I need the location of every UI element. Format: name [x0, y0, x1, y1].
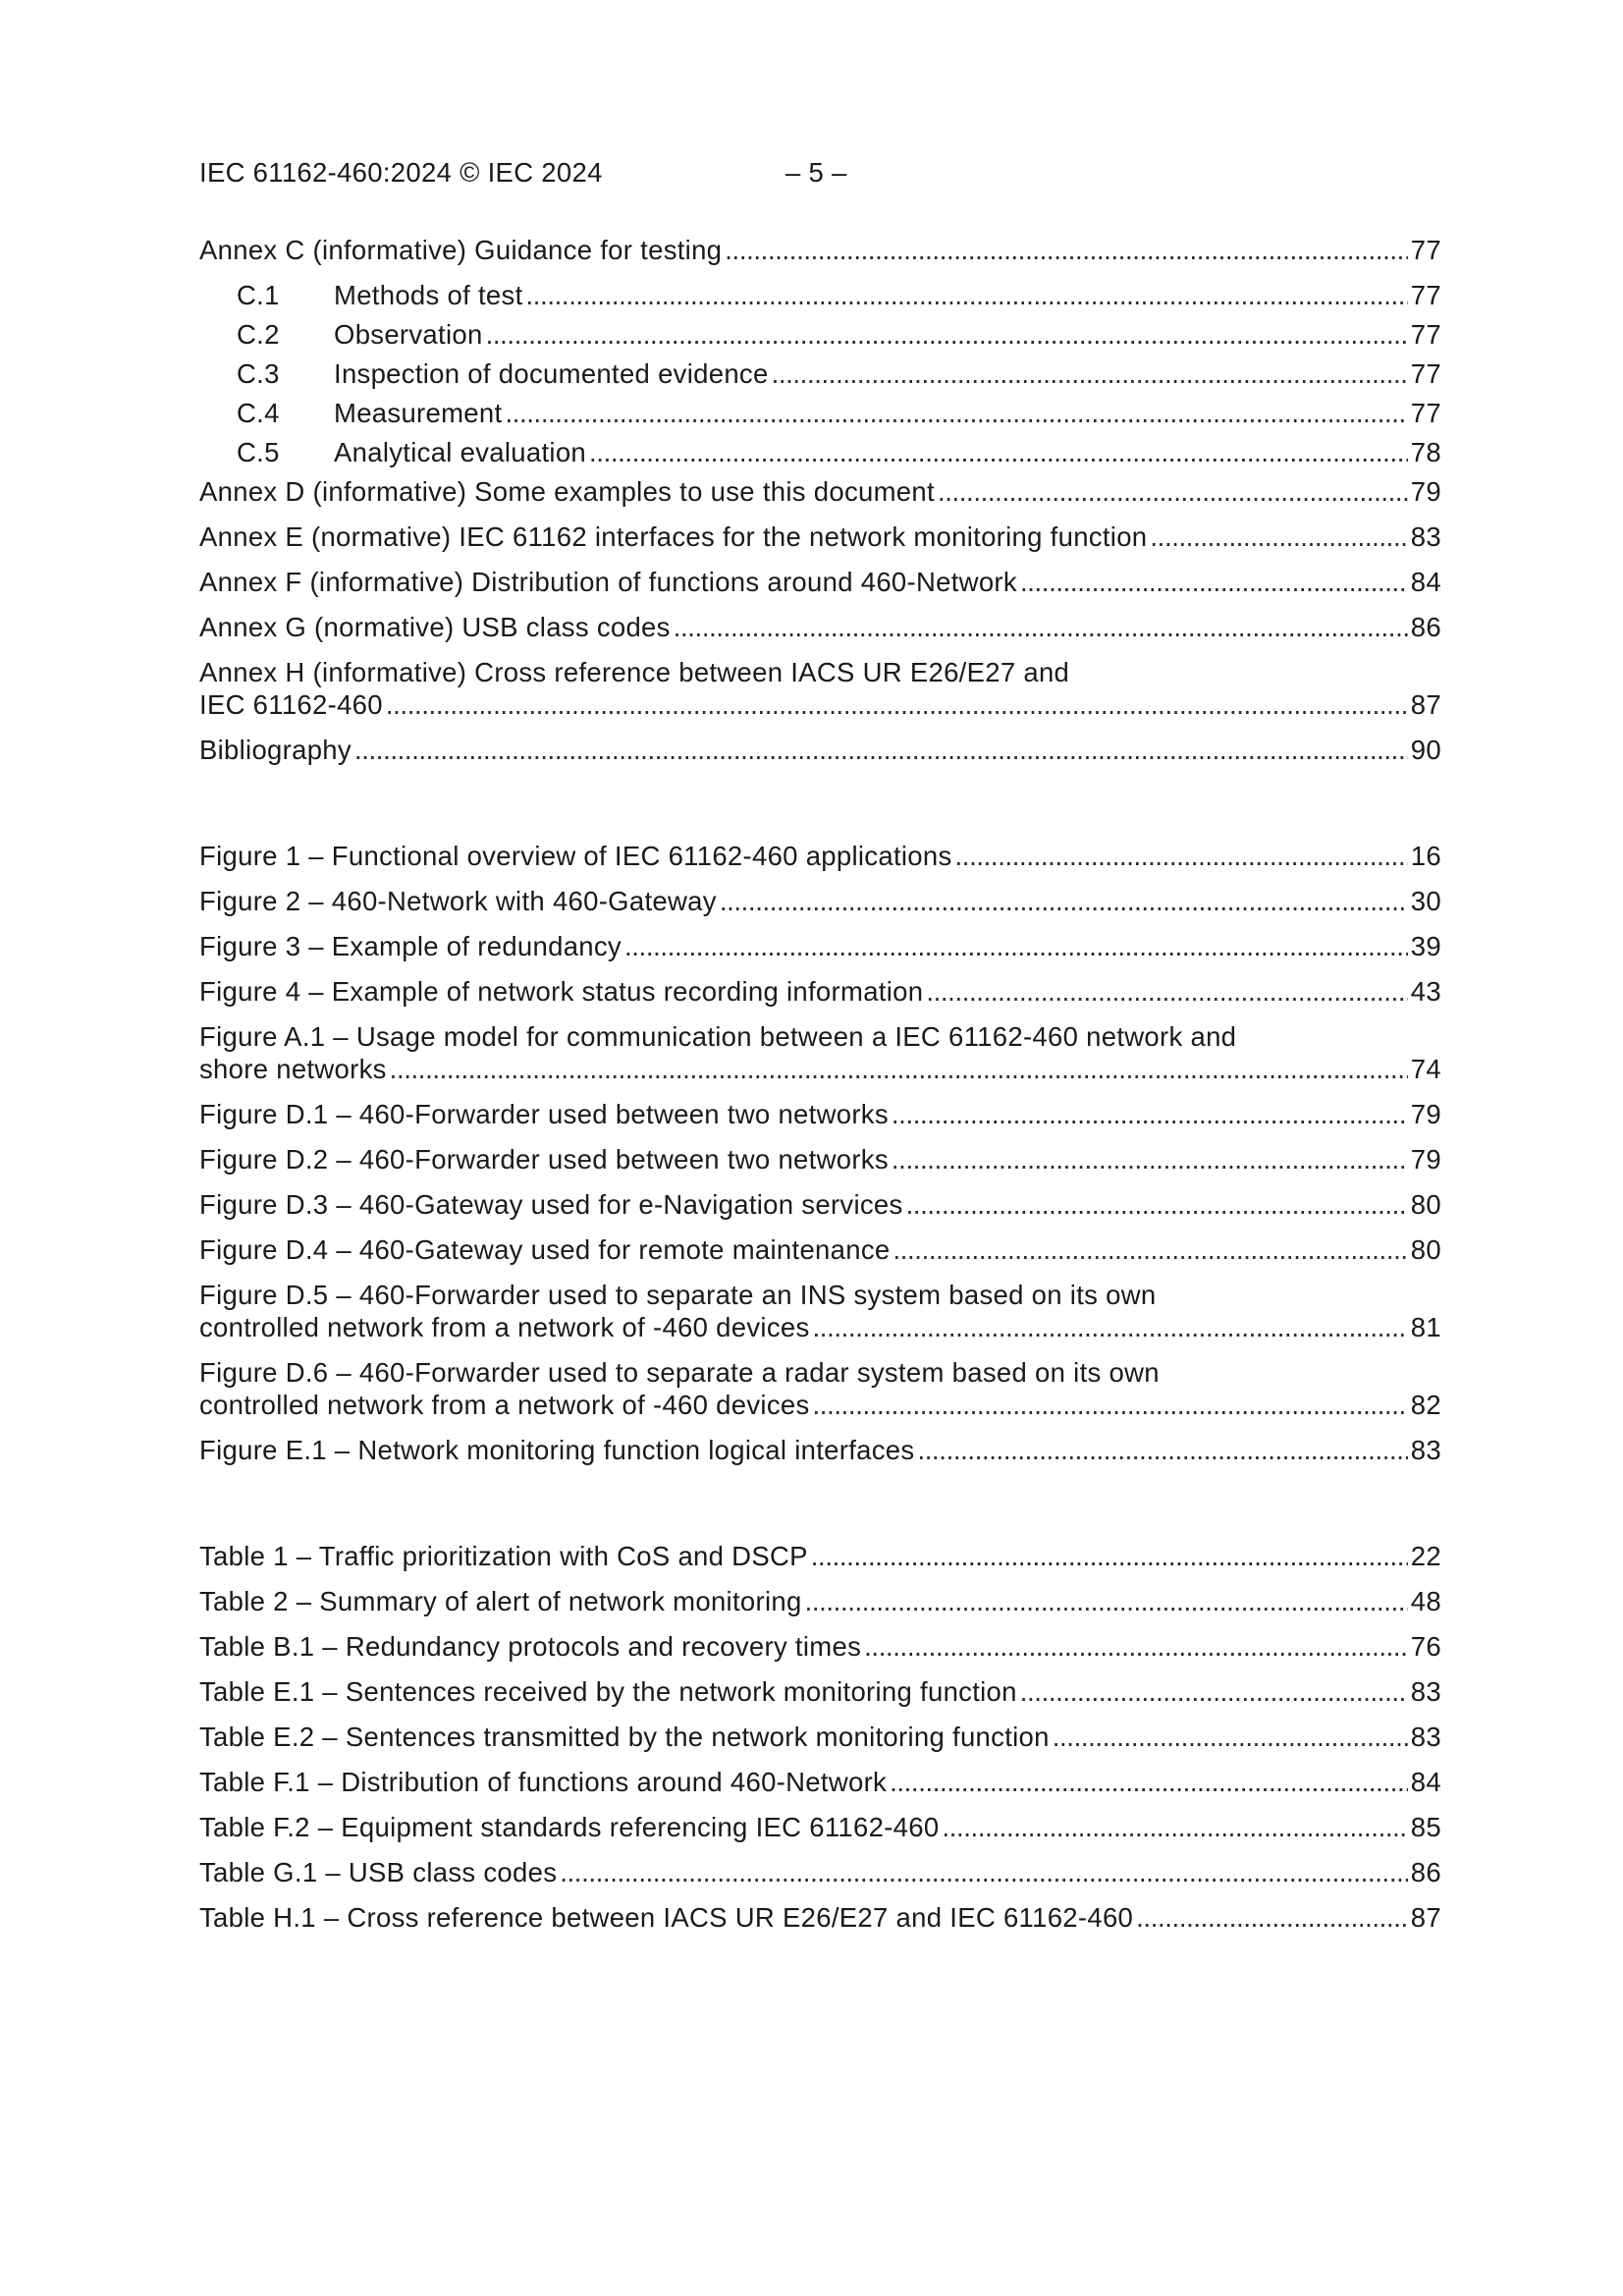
toc-entry-title: Figure E.1 – Network monitoring function logical interfaces — [199, 1435, 915, 1465]
toc-annex-entry — [199, 611, 1441, 643]
toc-subclause-entry — [237, 279, 1441, 311]
toc-entry-row — [199, 930, 1441, 962]
toc-page-number: 77 — [1410, 398, 1441, 428]
toc-page-number: 30 — [1410, 886, 1441, 916]
toc-entry-title: Figure 2 – 460-Network with 460-Gateway — [199, 886, 717, 916]
dot-leader — [811, 1540, 1408, 1572]
toc-entry-row — [199, 1540, 1441, 1572]
toc-entry-row — [199, 1811, 1441, 1843]
toc-page-number: 77 — [1410, 235, 1441, 265]
toc-entry-title: Annex C (informative) Guidance for testing — [199, 235, 723, 265]
dot-leader — [938, 475, 1408, 508]
toc-figure-entry — [199, 1279, 1441, 1343]
toc-page-number: 83 — [1410, 1722, 1441, 1752]
toc-annex-entry — [199, 234, 1441, 266]
toc-entry-row — [237, 357, 1441, 390]
toc-entry-row — [237, 436, 1441, 468]
toc-entry-title: controlled network from a network of -460 devices — [199, 1390, 810, 1420]
toc-entry-title: Table 2 – Summary of alert of network monitoring — [199, 1586, 802, 1616]
toc-entry-row — [199, 1585, 1441, 1617]
toc-table-entry — [199, 1766, 1441, 1798]
toc-page-number: 90 — [1410, 735, 1441, 765]
section-spacer — [199, 779, 1441, 840]
dot-leader — [386, 688, 1408, 721]
toc-figure-entry — [199, 1188, 1441, 1221]
toc-entry-row — [199, 975, 1441, 1008]
toc-entry-title: Figure 1 – Functional overview of IEC 61162-460 applications — [199, 841, 952, 871]
toc-entry-title: Figure 3 – Example of redundancy — [199, 931, 622, 961]
toc-subclause-entry — [237, 357, 1441, 390]
toc-subclause-title — [237, 279, 523, 311]
toc-entry-title: controlled network from a network of -460 devices — [199, 1312, 810, 1342]
dot-leader — [813, 1311, 1408, 1343]
toc-figure-entry — [199, 1233, 1441, 1266]
toc-entry-title: Figure D.3 – 460-Gateway used for e-Navigation services — [199, 1189, 903, 1220]
toc-page-number: 76 — [1410, 1631, 1441, 1662]
toc-entry-title: Table E.2 – Sentences transmitted by the network monitoring function — [199, 1722, 1050, 1752]
toc-entry-row — [237, 397, 1441, 429]
toc-annex-entry — [199, 475, 1441, 508]
toc-page-number: 81 — [1410, 1312, 1441, 1342]
toc-entry-title: shore networks — [199, 1054, 387, 1084]
toc-figure-entry — [199, 885, 1441, 917]
toc-figure-entry — [199, 1356, 1441, 1421]
toc-figure-entry — [199, 1020, 1441, 1085]
toc-entry-row — [199, 1098, 1441, 1130]
toc-entry-row — [199, 1766, 1441, 1798]
dot-leader — [505, 397, 1407, 429]
toc-page-number: 85 — [1410, 1812, 1441, 1842]
subclause-title: Methods of test — [334, 280, 523, 310]
toc-entry-row — [199, 475, 1441, 508]
toc-page-number: 83 — [1410, 1676, 1441, 1707]
dot-leader — [725, 234, 1408, 266]
toc-entry-title-line: Figure D.5 – 460-Forwarder used to separate an INS system based on its own — [199, 1280, 1157, 1310]
toc-entry-title: Table 1 – Traffic prioritization with CoS and DSCP — [199, 1541, 808, 1571]
dot-leader — [624, 930, 1408, 962]
toc-entry-title: Annex F (informative) Distribution of functions around 460-Network — [199, 567, 1017, 597]
toc-figure-entry — [199, 840, 1441, 872]
dot-leader — [1150, 520, 1407, 553]
toc-entry-title: Figure D.2 – 460-Forwarder used between two networks — [199, 1144, 889, 1175]
toc-entry-title: Figure D.1 – 460-Forwarder used between two networks — [199, 1099, 889, 1129]
header-standard-id: IEC 61162-460:2024 © IEC 2024 — [199, 157, 603, 188]
toc-table-entry — [199, 1856, 1441, 1888]
toc-page-number: 77 — [1410, 358, 1441, 389]
toc-page-number: 79 — [1410, 476, 1441, 507]
toc-entry-row — [199, 566, 1441, 598]
toc-entry-title-line: Figure D.6 – 460-Forwarder used to separate a radar system based on its own — [199, 1357, 1160, 1388]
toc-table-entry — [199, 1585, 1441, 1617]
toc-page-number: 82 — [1410, 1390, 1441, 1420]
toc-subclause-title — [237, 436, 586, 468]
toc-page-number: 83 — [1410, 521, 1441, 552]
toc-page-number: 48 — [1410, 1586, 1441, 1616]
toc-page-number: 77 — [1410, 319, 1441, 350]
toc-entry-row — [199, 1630, 1441, 1663]
toc-annex-entry — [199, 656, 1441, 721]
dot-leader — [942, 1811, 1407, 1843]
toc-entry-title: Table F.1 – Distribution of functions around 460-Network — [199, 1767, 888, 1797]
dot-leader — [890, 1766, 1408, 1798]
toc-page-number: 79 — [1410, 1099, 1441, 1129]
toc-entry-title: Annex G (normative) USB class codes — [199, 612, 671, 642]
toc-table-entry — [199, 1630, 1441, 1663]
toc-table-entry — [199, 1675, 1441, 1708]
toc-page-number: 39 — [1410, 931, 1441, 961]
toc-entry-title: Annex E (normative) IEC 61162 interfaces for the network monitoring function — [199, 521, 1148, 552]
header-page-number: – 5 – — [785, 157, 847, 188]
toc-page-number: 80 — [1410, 1189, 1441, 1220]
toc-entry-row — [237, 318, 1441, 351]
toc-entry-title: Table B.1 – Redundancy protocols and recovery times — [199, 1631, 862, 1662]
toc-entry-title: IEC 61162-460 — [199, 689, 383, 720]
dot-leader — [772, 357, 1408, 390]
dot-leader — [805, 1585, 1408, 1617]
dot-leader — [892, 1143, 1408, 1175]
toc-page-number: 22 — [1410, 1541, 1441, 1571]
toc-entry-title: Table H.1 – Cross reference between IACS UR E26/E27 and IEC 61162-460 — [199, 1902, 1134, 1933]
dot-leader — [560, 1856, 1408, 1888]
dot-leader — [1136, 1901, 1408, 1934]
toc-entry-row — [199, 1856, 1441, 1888]
toc-table-entry — [199, 1721, 1441, 1753]
toc-entry-row — [199, 885, 1441, 917]
toc-entry-row — [199, 1233, 1441, 1266]
toc-entry-row — [199, 611, 1441, 643]
dot-leader — [892, 1098, 1408, 1130]
toc-figure-entry — [199, 1143, 1441, 1175]
toc-page-number: 77 — [1410, 280, 1441, 310]
toc-entry-row — [199, 840, 1441, 872]
toc-entry-row — [199, 1188, 1441, 1221]
toc-entry-row — [199, 1053, 1441, 1085]
subclause-code: C.2 — [237, 319, 280, 350]
toc-page-number: 86 — [1410, 612, 1441, 642]
toc-entry-row — [199, 1721, 1441, 1753]
toc-entry-title: Figure D.4 – 460-Gateway used for remote maintenance — [199, 1234, 891, 1265]
toc-entry-title: Table E.1 – Sentences received by the network monitoring function — [199, 1676, 1017, 1707]
subclause-code: C.5 — [237, 437, 280, 467]
toc-figure-entry — [199, 1098, 1441, 1130]
toc-entry-row — [199, 1675, 1441, 1708]
dot-leader — [486, 318, 1408, 351]
toc-entry-title-line: Annex H (informative) Cross reference between IACS UR E26/E27 and — [199, 657, 1070, 687]
toc-figure-entry — [199, 975, 1441, 1008]
dot-leader — [526, 279, 1408, 311]
list-of-figures — [199, 840, 1441, 1466]
toc-entry-row — [237, 279, 1441, 311]
table-of-contents — [199, 234, 1441, 1946]
toc-subclause-title — [237, 318, 483, 351]
subclause-code: C.3 — [237, 358, 280, 389]
dot-leader — [354, 734, 1408, 766]
annex-list-b — [199, 475, 1441, 766]
toc-entry-title: Annex D (informative) Some examples to use this document — [199, 476, 935, 507]
toc-subclause-entry — [237, 318, 1441, 351]
toc-page-number: 84 — [1410, 567, 1441, 597]
dot-leader — [390, 1053, 1408, 1085]
toc-figure-entry — [199, 1434, 1441, 1466]
dot-leader — [674, 611, 1408, 643]
toc-entry-row — [199, 688, 1441, 721]
dot-leader — [1053, 1721, 1408, 1753]
dot-leader — [1020, 1675, 1408, 1708]
toc-page-number: 84 — [1410, 1767, 1441, 1797]
subclause-title: Measurement — [334, 398, 503, 428]
toc-entry-title-line: Figure A.1 – Usage model for communication between a IEC 61162-460 network and — [199, 1021, 1237, 1052]
subclause-title: Observation — [334, 319, 483, 350]
toc-figure-entry — [199, 930, 1441, 962]
toc-subclause-entry — [237, 436, 1441, 468]
toc-entry-title: Bibliography — [199, 735, 352, 765]
list-of-tables — [199, 1540, 1441, 1934]
toc-entry-row — [199, 1389, 1441, 1421]
toc-page-number: 79 — [1410, 1144, 1441, 1175]
section-spacer — [199, 1479, 1441, 1540]
dot-leader — [720, 885, 1408, 917]
dot-leader — [813, 1389, 1408, 1421]
toc-subclause-title — [237, 397, 502, 429]
toc-page-number: 83 — [1410, 1435, 1441, 1465]
toc-table-entry — [199, 1811, 1441, 1843]
toc-page-number: 87 — [1410, 1902, 1441, 1933]
toc-subclause-entry — [237, 397, 1441, 429]
toc-annex-entry — [199, 566, 1441, 598]
toc-entry-row — [199, 1311, 1441, 1343]
toc-entry-title: Table F.2 – Equipment standards referencing IEC 61162-460 — [199, 1812, 940, 1842]
toc-page-number: 78 — [1410, 437, 1441, 467]
dot-leader — [864, 1630, 1408, 1663]
toc-annex-entry — [199, 734, 1441, 766]
toc-subclause-title — [237, 357, 769, 390]
toc-page-number: 43 — [1410, 976, 1441, 1007]
subclause-code: C.1 — [237, 280, 280, 310]
dot-leader — [955, 840, 1408, 872]
dot-leader — [917, 1434, 1407, 1466]
toc-table-entry — [199, 1540, 1441, 1572]
dot-leader — [893, 1233, 1407, 1266]
toc-entry-row — [199, 234, 1441, 266]
dot-leader — [926, 975, 1407, 1008]
annex-list-a — [199, 234, 1441, 266]
dot-leader — [1020, 566, 1408, 598]
toc-entry-row — [199, 1143, 1441, 1175]
toc-entry-row — [199, 520, 1441, 553]
toc-table-entry — [199, 1901, 1441, 1934]
toc-entry-row — [199, 1434, 1441, 1466]
toc-page-number: 87 — [1410, 689, 1441, 720]
toc-entry-title: Figure 4 – Example of network status recording information — [199, 976, 924, 1007]
toc-entry-row — [199, 1901, 1441, 1934]
subclause-title: Analytical evaluation — [334, 437, 587, 467]
toc-page-number: 74 — [1410, 1054, 1441, 1084]
annex-c-subclauses — [199, 279, 1441, 468]
toc-page-number: 16 — [1410, 841, 1441, 871]
toc-annex-entry — [199, 520, 1441, 553]
toc-page-number: 80 — [1410, 1234, 1441, 1265]
subclause-code: C.4 — [237, 398, 280, 428]
dot-leader — [589, 436, 1408, 468]
toc-page-number: 86 — [1410, 1857, 1441, 1887]
toc-entry-row — [199, 734, 1441, 766]
toc-entry-title: Table G.1 – USB class codes — [199, 1857, 558, 1887]
dot-leader — [906, 1188, 1408, 1221]
subclause-title: Inspection of documented evidence — [334, 358, 769, 389]
